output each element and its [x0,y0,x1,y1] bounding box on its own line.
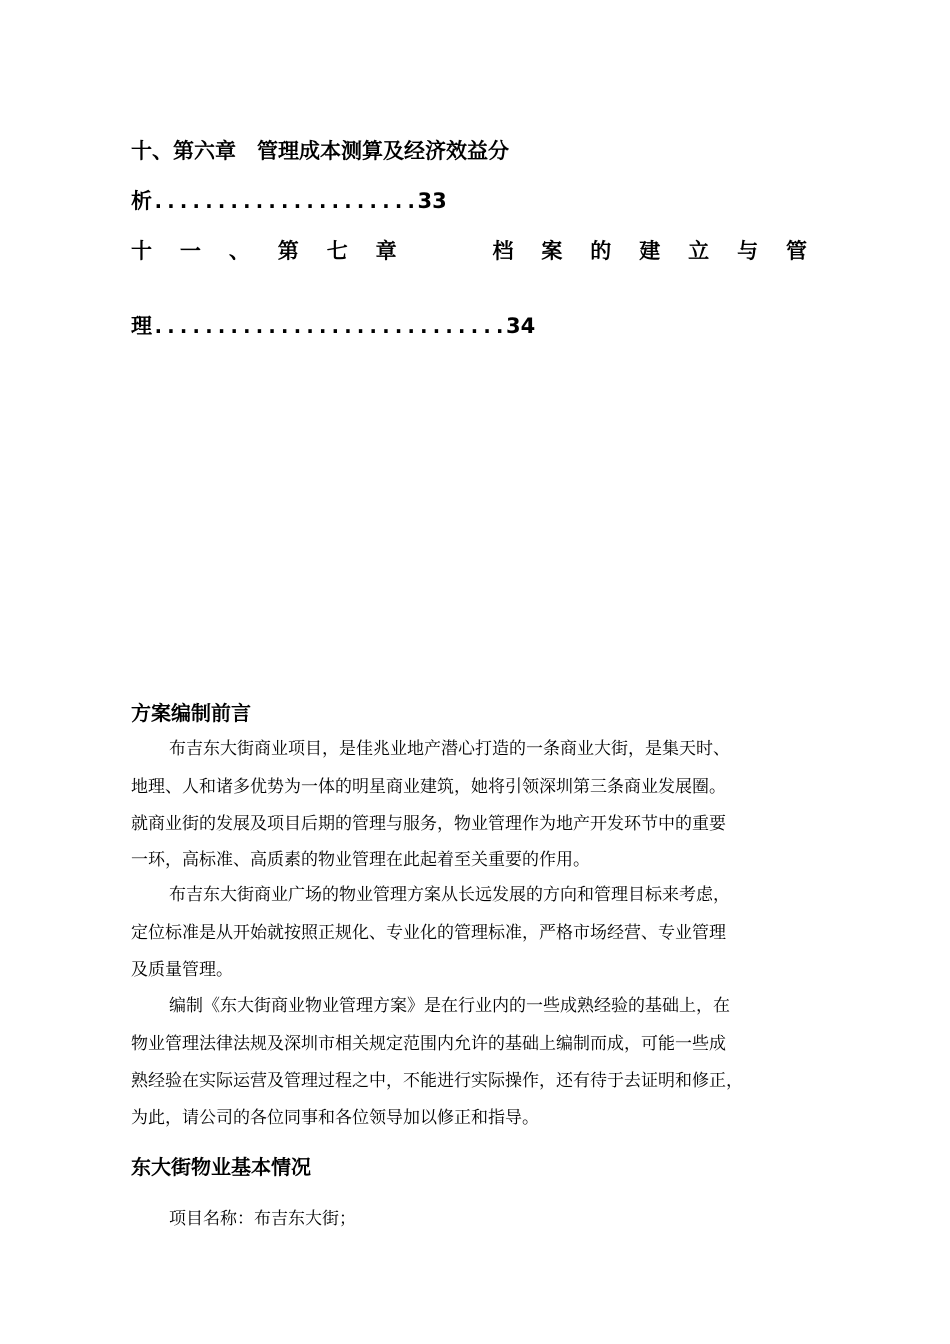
toc-leader-dots: ............................ [152,314,507,338]
preface-paragraph-line: 物业管理法律法规及深圳市相关规定范围内允许的基础上编制而成，可能一些成 [131,1034,726,1054]
toc-chapter-7-line-1 [131,241,807,262]
toc-spread-char: 第 [277,239,299,263]
toc-chapter-7-line-2 [131,316,535,337]
basic-info-heading: 东大街物业基本情况 [131,1155,311,1179]
preface-paragraph-line: 一环，高标准、高质素的物业管理在此起着至关重要的作用。 [131,850,590,870]
toc-chapter-6-line-1: 十、第六章 管理成本测算及经济效益分 [131,139,509,163]
preface-paragraph-line: 编制《东大街商业物业管理方案》是在行业内的一些成熟经验的基础上，在 [169,996,730,1016]
toc-spread-char: 、 [228,239,250,263]
toc-spread-char: 档 [492,239,514,263]
toc-chapter-7-continued-char: 理 [131,314,152,338]
toc-spread-char: 管 [785,239,807,263]
toc-spread-char: 建 [639,239,661,263]
toc-chapter-6-line-2 [131,191,447,212]
toc-spread-char: 的 [590,239,612,263]
preface-paragraph-line: 布吉东大街商业广场的物业管理方案从长远发展的方向和管理目标来考虑， [169,885,730,905]
toc-spread-gap [425,241,465,262]
toc-spread-char: 七 [326,239,348,263]
project-name-line: 项目名称：布吉东大街； [169,1209,356,1229]
toc-spread-char: 一 [179,239,201,263]
toc-spread-char: 十 [131,239,152,263]
preface-paragraph-line: 布吉东大街商业项目，是佳兆业地产潜心打造的一条商业大街，是集天时、 [169,739,730,759]
toc-leader-dots: ..................... [152,189,418,213]
preface-paragraph-line: 熟经验在实际运营及管理过程之中，不能进行实际操作，还有待于去证明和修正， [131,1071,743,1091]
toc-chapter-6-continued-char: 析 [131,189,152,213]
preface-paragraph-line: 定位标准是从开始就按照正规化、专业化的管理标准，严格市场经营、专业管理 [131,923,726,943]
toc-chapter-6-page-number: 33 [417,189,447,213]
toc-spread-char: 章 [375,239,397,263]
preface-paragraph-line: 及质量管理。 [131,960,233,980]
preface-paragraph-line: 为此，请公司的各位同事和各位领导加以修正和指导。 [131,1108,539,1128]
preface-paragraph-line: 地理、人和诸多优势为一体的明星商业建筑，她将引领深圳第三条商业发展圈。 [131,777,726,797]
preface-heading: 方案编制前言 [131,701,251,725]
preface-paragraph-line: 就商业街的发展及项目后期的管理与服务，物业管理作为地产开发环节中的重要 [131,814,726,834]
toc-spread-char: 立 [688,239,710,263]
toc-spread-char: 与 [737,239,759,263]
toc-spread-char: 案 [541,239,563,263]
toc-chapter-7-page-number: 34 [506,314,536,338]
